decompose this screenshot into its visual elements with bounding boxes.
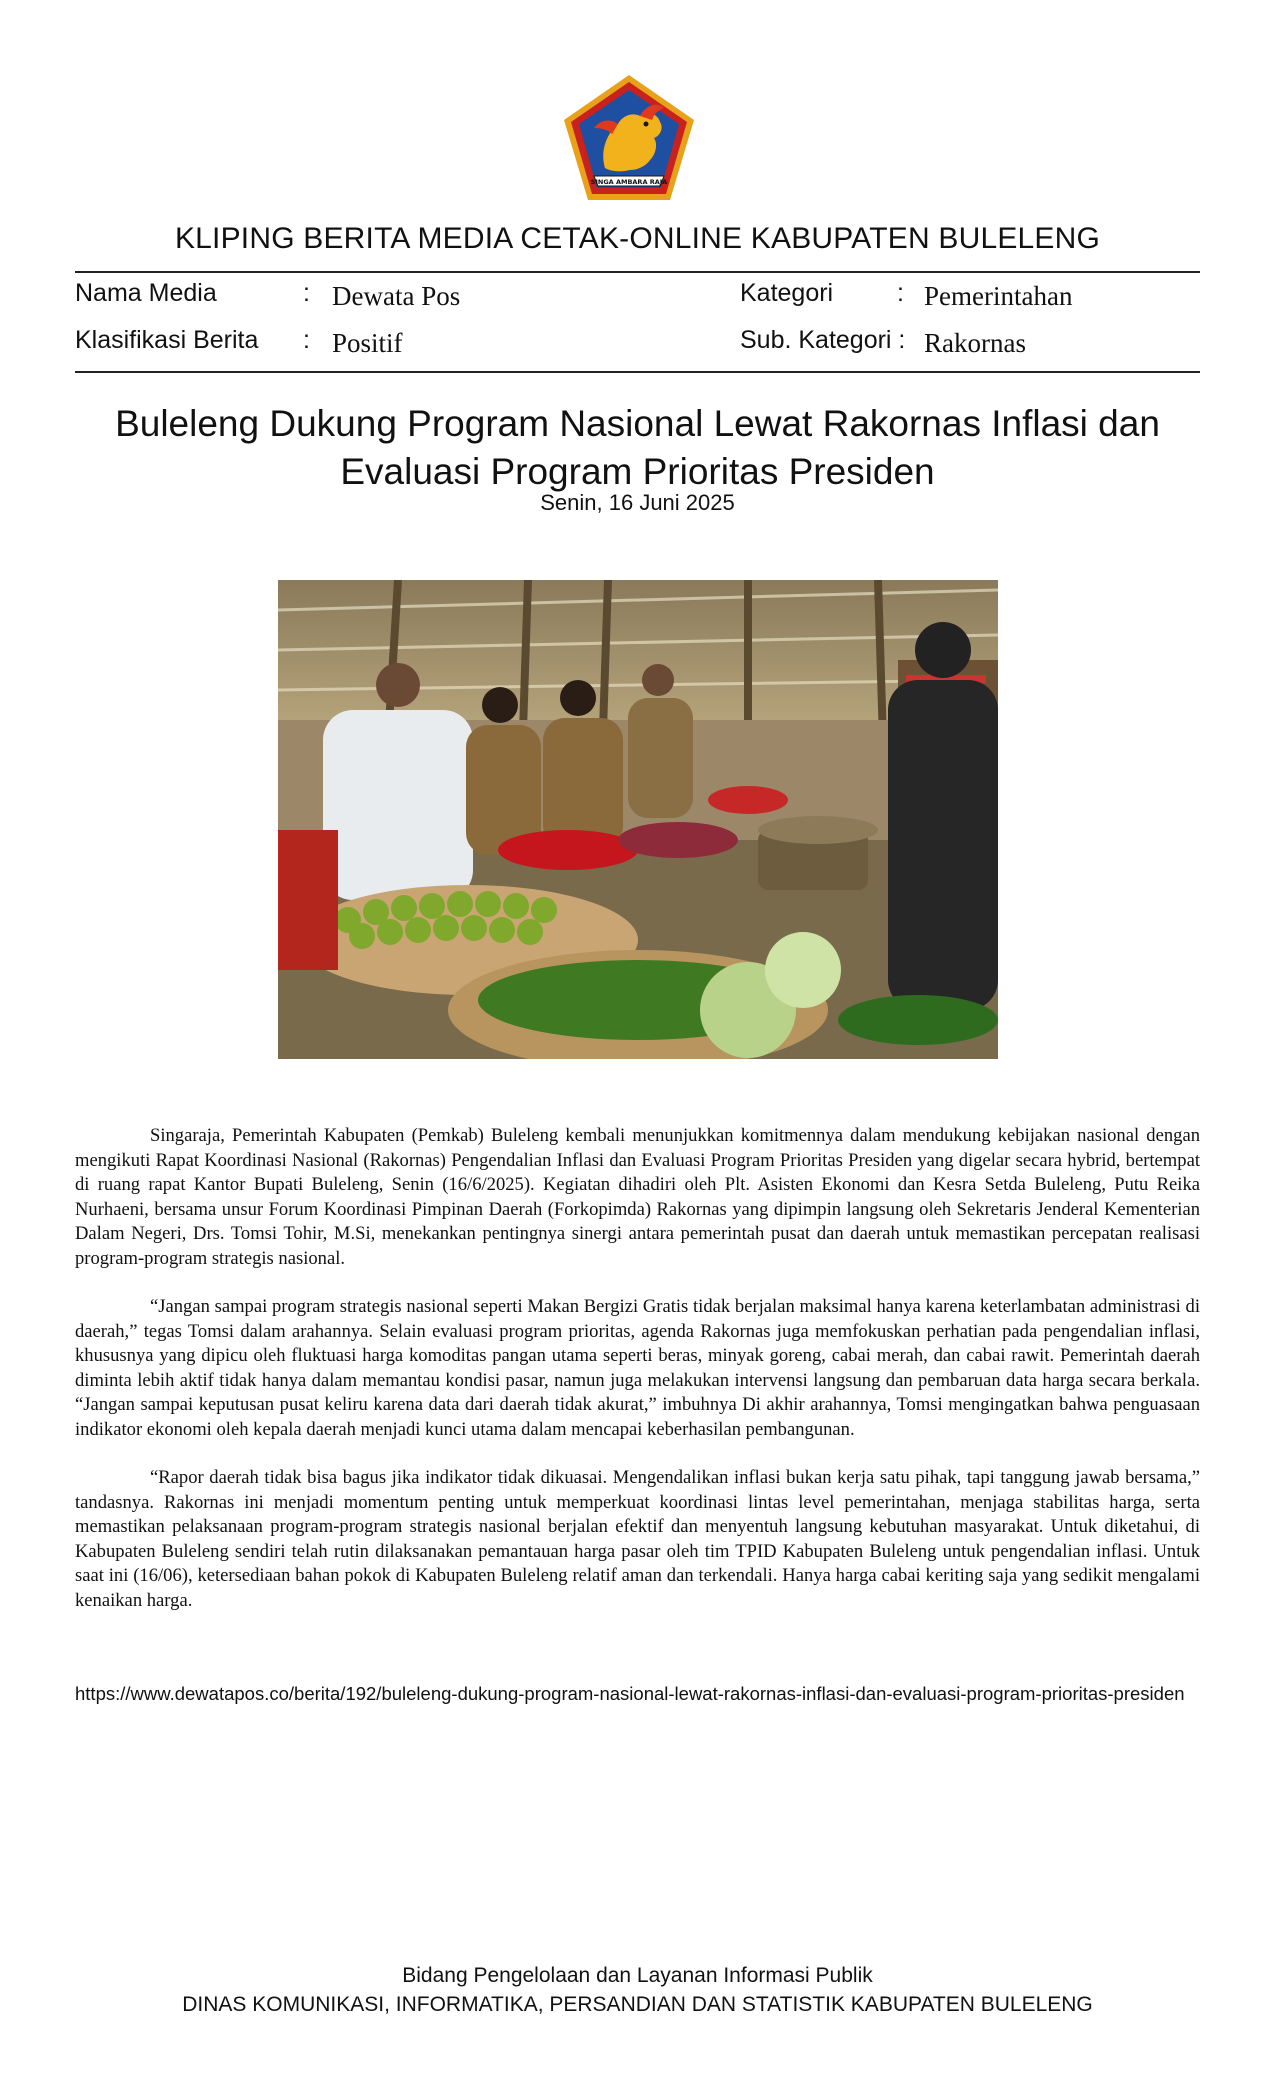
- article-paragraph: Singaraja, Pemerintah Kabupaten (Pemkab) Buleleng kembali menunjukkan komitmennya dalam mendukung kebijakan nasional dengan mengikuti Rapat Koordinasi Nasional (Rakornas) Pengendalian Inflasi dan Evaluasi Program Prioritas Presiden yang digelar secara hybrid, bertempat di ruang rapat Kantor Bupati Buleleng, Senin (16/6/2025). Kegiatan dihadiri oleh Plt. Asisten Ekonomi dan Kesra Setda Buleleng, Putu Reika Nurhaeni, bersama unsur Forum Koordinasi Pimpinan Daerah (Forkopimda) Rakornas yang dipimpin langsung oleh Sekretaris Jenderal Kementerian Dalam Negeri, Drs. Tomsi Tohir, M.Si, menekankan pentingnya sinergi antara pemerintah pusat dan daerah untuk memastikan percepatan realisasi program-program strategis nasional.: [75, 1125, 1200, 1269]
- subcategory-value: Rakornas: [924, 328, 1026, 358]
- header-bottom-rule: [75, 371, 1200, 373]
- source-link[interactable]: https://www.dewatapos.co/berita/192/buleleng-dukung-program-nasional-lewat-rakornas-inflasi-dan-evaluasi-program-prioritas-presiden: [75, 1683, 1185, 1704]
- category-colon: :: [897, 279, 904, 307]
- article-date: Senin, 16 Juni 2025: [540, 490, 735, 515]
- classification-value: Positif: [332, 328, 403, 358]
- article-paragraph: “Jangan sampai program strategis nasional seperti Makan Bergizi Gratis tidak berjalan maksimal hanya karena keterlambatan administrasi di daerah,” tegas Tomsi dalam arahannya. Selain evaluasi program prioritas, agenda Rakornas juga memfokuskan perhatian pada pengendalian inflasi, khususnya yang dipicu oleh fluktuasi harga komoditas pangan utama seperti beras, minyak goreng, cabai merah, dan cabai rawit. Pemerintah daerah diminta lebih aktif tidak hanya dalam memantau kondisi pasar, namun juga melakukan intervensi langsung dan pembaruan data harga secara berkala. “Jangan sampai keputusan pusat keliru karena data dari daerah tidak akurat,” imbuhnya Di akhir arahannya, Tomsi mengingatkan bahwa penguasaan indikator ekonomi oleh kepala daerah menjadi kunci utama dalam mencapai keberhasilan pembangunan.: [75, 1296, 1200, 1440]
- media-name-colon: :: [303, 279, 310, 307]
- market-visit-photo: [278, 580, 998, 1059]
- classification-colon: :: [303, 326, 310, 354]
- buleleng-logo: [560, 72, 698, 204]
- subcategory-label: Sub. Kategori :: [740, 326, 906, 354]
- clipping-header-title: KLIPING BERITA MEDIA CETAK-ONLINE KABUPATEN BULELENG: [174, 222, 1101, 255]
- footer-department: Bidang Pengelolaan dan Layanan Informasi Publik: [402, 1964, 873, 1987]
- media-name-value: Dewata Pos: [332, 281, 461, 311]
- article-title: Buleleng Dukung Program Nasional Lewat Rakornas Inflasi dan Evaluasi Program Prioritas Presiden: [115, 403, 1160, 492]
- article-paragraph: “Rapor daerah tidak bisa bagus jika indikator tidak dikuasai. Mengendalikan inflasi bukan kerja satu pihak, tapi tanggung jawab bersama,” tandasnya. Rakornas ini menjadi momentum penting untuk memperkuat koordinasi lintas level pemerintahan, menjaga stabilitas harga, serta memastikan pelaksanaan program-program strategis nasional berjalan efektif dan menyentuh langsung kebutuhan masyarakat. Untuk diketahui, di Kabupaten Buleleng sendiri telah rutin dilaksanakan pemantauan harga pasar oleh tim TPID Kabupaten Buleleng untuk pengendalian inflasi. Untuk saat ini (16/06), ketersediaan bahan pokok di Kabupaten Buleleng relatif aman dan terkendali. Hanya harga cabai keriting saja yang sedikit mengalami kenaikan harga.: [75, 1467, 1200, 1611]
- classification-label: Klasifikasi Berita: [75, 326, 259, 354]
- logo-motto: SINGA AMBARA RAJA: [590, 178, 668, 186]
- header-top-rule: [75, 271, 1200, 273]
- category-label: Kategori: [740, 279, 834, 307]
- category-value: Pemerintahan: [924, 281, 1073, 311]
- footer-agency: DINAS KOMUNIKASI, INFORMATIKA, PERSANDIAN DAN STATISTIK KABUPATEN BULELENG: [182, 1993, 1093, 2016]
- article-body: [75, 1124, 1200, 1637]
- media-name-label: Nama Media: [75, 279, 217, 307]
